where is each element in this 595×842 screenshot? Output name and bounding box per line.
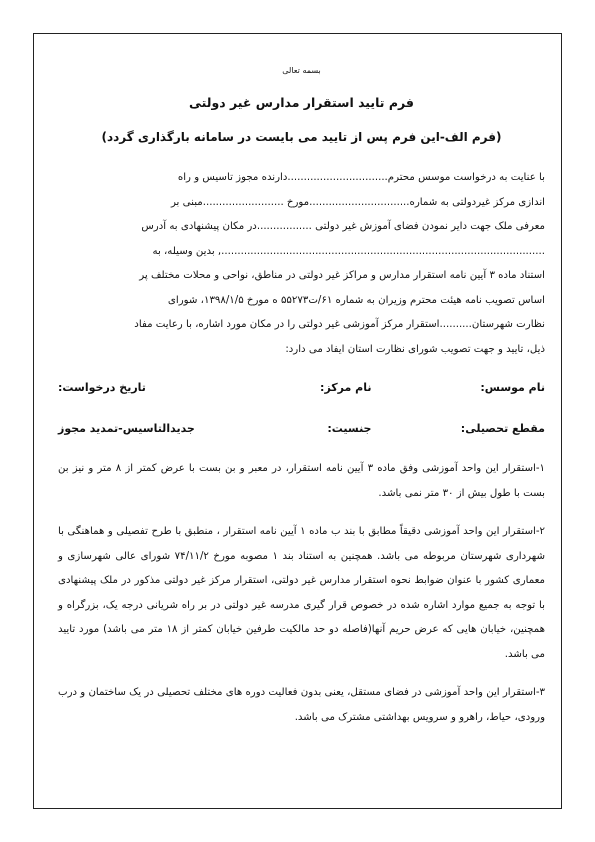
document-body [58,66,545,730]
condition-item-1: ۱-استقرار این واحد آموزشی وفق ماده ۳ آیین نامه استقرار، در معبر و بن بست با عرض کمتر از ۸ متر و نیز بن بست با طول بیش از ۳۰ متر نمی باشد. [58,463,545,499]
condition-item-3: ۳-استقرار این واحد آموزشی در فضای مستقل، یعنی بدون فعالیت دوره های مختلف تحصیلی در یک ساختمان و درب ورودی، حیاط، راهرو و سرویس بهداشتی مشترک می باشد. [58,687,545,723]
intro-line: معرفی ملک جهت دایر نمودن فضای آموزش غیر دولتی .................در مکان پیشنهادی به آدرس [141,221,545,232]
fields-row-level [58,422,545,435]
founder-name-label: نام موسس: [480,381,545,394]
form-subtitle: (فرم الف-این فرم پس از تایید می بایست در سامانه بارگذاری گردد) [101,130,502,144]
intro-line: با عنایت به درخواست موسس محترم...............................دارنده مجوز تاسیس و راه [177,172,545,183]
fields-row-founder [58,381,545,394]
intro-line: استناد ماده ۳ آیین نامه استقرار مدارس و مراکز غیر دولتی در مناطق، نواحی و محلات مختلف پر [139,270,545,281]
basmala-heading: بسمه تعالی [282,66,321,75]
intro-line: نظارت شهرستان..........استقرار مرکز آموزشی غیر دولتی را در مکان مورد اشاره، با رعایت مفاد [134,319,545,330]
center-name-label: نام مرکز: [320,381,372,394]
intro-line: ذیل، تایید و جهت تصویب شورای نظارت استان ایفاد می دارد: [285,343,545,355]
intro-line: اساس تصویب نامه هیئت محترم وزیران به شماره ۶۱/ت۵۵۲۷۳ ه مورخ ۱۳۹۸/۱/۵، شورای [167,294,545,306]
request-date-label: تاریخ درخواست: [58,381,146,394]
gender-label: جنسیت: [327,422,372,435]
license-type-label: جدیدالتاسیس-تمدید مجوز [58,422,195,435]
form-title: فرم تایید استقرار مدارس غیر دولتی [189,95,414,110]
intro-paragraph [58,166,545,362]
intro-line: ...................................................................................................., بدین وسیله، به [152,245,545,257]
intro-line: اندازی مرکز غیردولتی به شماره...............................مورخ .........................مبنی بر [170,196,545,208]
education-level-label: مقطع تحصیلی: [460,422,545,435]
condition-item-2: ۲-استقرار این واحد آموزشی دقیقاً مطابق با بند ب ماده ۱ آیین نامه استقرار ، منطبق با طرح تفصیلی و هماهنگی با شهرداری شهرستان مربوطه می باشد. همچنین به استناد بند ۱ مصوبه مورخ ۷۴/۱۱/۲ شورای عالی شهرسازی و معماری کشور با عنوان ضوابط نحوه استقرار مدارس غیر دولتی، استقرار مرکز غیر دولتی مذکور در ملک پیشنهادی با توجه به جمیع موارد اشاره شده در خصوص قرار گیری مدرسه غیر دولتی در بر راه شریانی درجه یک، بزرگراه و همچنین، خیابان هایی که عرض حریم آنها(فاصله دو حد مالکیت طرفین خیابان کمتر از ۱۸ متر می باشد) مورد تایید می باشد. [58,526,546,660]
